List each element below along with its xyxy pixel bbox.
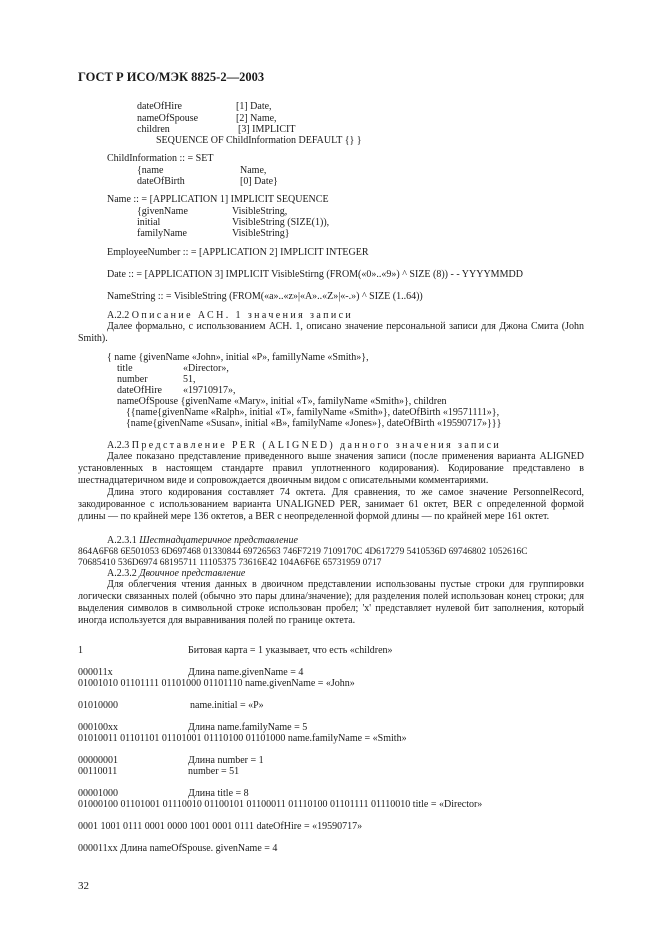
asn-field-name: dateOfBirth: [137, 176, 185, 187]
section-title: Представление PER (ALIGNED) данного значения записи: [131, 440, 502, 451]
asn-field-type: [0] Date}: [240, 176, 278, 187]
binary-bits: 01000100 01101001 01110010 01100101 01100011 01110100 01101111 01110010 title = «Director»: [78, 799, 483, 810]
binary-bits: 00110011: [78, 766, 118, 777]
binary-bits: 01010000: [78, 700, 118, 711]
asn-field-name: familyName: [137, 228, 187, 239]
asn-field-type: Name,: [240, 165, 267, 176]
binary-comment: Длина title = 8: [188, 788, 249, 799]
asn-field-type: [1] Date,: [236, 101, 272, 112]
asn-field-type: VisibleString (SIZE(1)),: [232, 217, 330, 228]
binary-comment: name.initial = «P»: [190, 700, 264, 711]
value-line: dateOfHire: [117, 385, 162, 396]
value-line-value: «Director»,: [183, 363, 229, 374]
value-line: title: [117, 363, 133, 374]
section-title: Шестнадцатеричное представление: [139, 535, 298, 546]
binary-comment: Битовая карта = 1 указывает, что есть «children»: [188, 645, 393, 656]
section-paragraph: Для облегчения чтения данных в двоичном представлении использованы пустые строки для группировки логически связанных полей (обычно это пары длина/значение); для разделения полей использован конец строки; для выделения символов в символьной строке использован пробел; 'x' представляет нулевой бит заполнения, который иногда используется для выравнивания полей по границе октета.: [78, 579, 584, 626]
section-number: A.2.2: [107, 310, 130, 321]
value-line: nameOfSpouse {givenName «Mary», initial «T», familyName «Smith»}, children: [117, 396, 447, 407]
namestring-def: NameString :: = VisibleString (FROM(«a»..«z»|«A»..«Z»|«-.») ^ SIZE (1..64)): [107, 291, 423, 302]
asn-field-name: {name: [137, 165, 164, 176]
asn-field-name: {givenName: [137, 206, 188, 217]
section-paragraph: Длина этого кодирования составляет 74 октета. Для сравнения, то же самое значение PersonnelRecord, закодированное с использованием варианта UNALIGNED PER, занимает 61 октет, BER с определенной формой длины — по крайней мере 136 октетов, а BER с неопределенной формой длины — по крайней мере 161 октет.: [78, 487, 584, 522]
binary-bits: 01001010 01101111 01101000 01101110 name.givenName = «John»: [78, 678, 355, 689]
asn-field-name: dateOfHire: [137, 101, 182, 112]
binary-comment: Длина name.givenName = 4: [188, 667, 304, 678]
section-number: A.2.3.2: [107, 568, 137, 579]
section-number: A.2.3.1: [107, 535, 137, 546]
value-line-value: «19710917»,: [183, 385, 236, 396]
asn-field-name: SEQUENCE OF ChildInformation DEFAULT {} }: [156, 135, 362, 146]
value-line: { name {givenName «John», initial «P», famillyName «Smith»},: [107, 352, 369, 363]
value-line: number: [117, 374, 148, 385]
binary-bits: 000011x: [78, 667, 113, 678]
binary-bits: 01010011 01101101 01101001 01110100 01101000 name.familyName = «Smith»: [78, 733, 407, 744]
hex-line: 70685410 536D6974 68195711 11105375 73616E42 104A6F6E 65731959 0717: [78, 558, 382, 568]
employee-number-def: EmployeeNumber :: = [APPLICATION 2] IMPLICIT INTEGER: [107, 247, 369, 258]
binary-bits: 000100xx: [78, 722, 118, 733]
value-line-value: 51,: [183, 374, 196, 385]
asn-field-name: initial: [137, 217, 161, 228]
child-info-head: ChildInformation :: = SET: [107, 153, 214, 164]
date-def: Date :: = [APPLICATION 3] IMPLICIT VisibleStirng (FROM(«0»..«9») ^ SIZE (8)) - - YYYYMMDD: [107, 269, 523, 280]
page-header: ГОСТ Р ИСО/МЭК 8825-2—2003: [78, 70, 265, 84]
section-paragraph: Далее показано представление приведенного выше значения записи (после применения варианта ALIGNED установленных в настоящем стандарте правил уплотненного кодирования). Кодирование представлено в шестнадцатеричном виде и сопровождается двоичным видом с описательными комментариями.: [78, 451, 584, 486]
binary-bits: 00001000: [78, 788, 118, 799]
section-number: A.2.3: [107, 440, 130, 451]
binary-comment: number = 51: [188, 766, 240, 777]
asn-field-type: VisibleString}: [232, 228, 290, 239]
binary-bits: 1: [78, 645, 83, 656]
binary-bits: 00000001: [78, 755, 118, 766]
binary-bits: 000011xx Длина nameOfSpouse. givenName = 4: [78, 843, 278, 854]
binary-comment: Длина name.familyName = 5: [188, 722, 308, 733]
section-paragraph: Далее формально, с использованием АСН. 1, описано значение персональной записи для Джона Смита (John Smith).: [78, 321, 584, 344]
section-title: Двоичное представление: [139, 568, 246, 579]
binary-bits: 0001 1001 0111 0001 0000 1001 0001 0111 dateOfHire = «19590717»: [78, 821, 363, 832]
binary-comment: Длина number = 1: [188, 755, 264, 766]
name-def-head: Name :: = [APPLICATION 1] IMPLICIT SEQUENCE: [107, 194, 329, 205]
hex-line: 864A6F68 6E501053 6D697468 01330844 69726563 746F7219 7109170C 4D617279 5410536D 69746802 1052616C: [78, 547, 528, 557]
asn-field-type: VisibleString,: [232, 206, 288, 217]
section-title: Описание АСН. 1 значения записи: [131, 310, 354, 321]
asn-field-type: [3] IMPLICIT: [238, 124, 296, 135]
asn-field-name: children: [137, 124, 170, 135]
value-line: {name{givenName «Susan», initial «B», familyName «Jones»}, dateOfBirth «19590717»}}}: [126, 418, 502, 429]
asn-field-type: [2] Name,: [236, 113, 277, 124]
asn-field-name: nameOfSpouse: [137, 113, 199, 124]
value-line: {{name{givenName «Ralph», initial «T», familyName «Smith»}, dateOfBirth «19571111»},: [126, 407, 500, 418]
page-number: 32: [78, 880, 89, 892]
